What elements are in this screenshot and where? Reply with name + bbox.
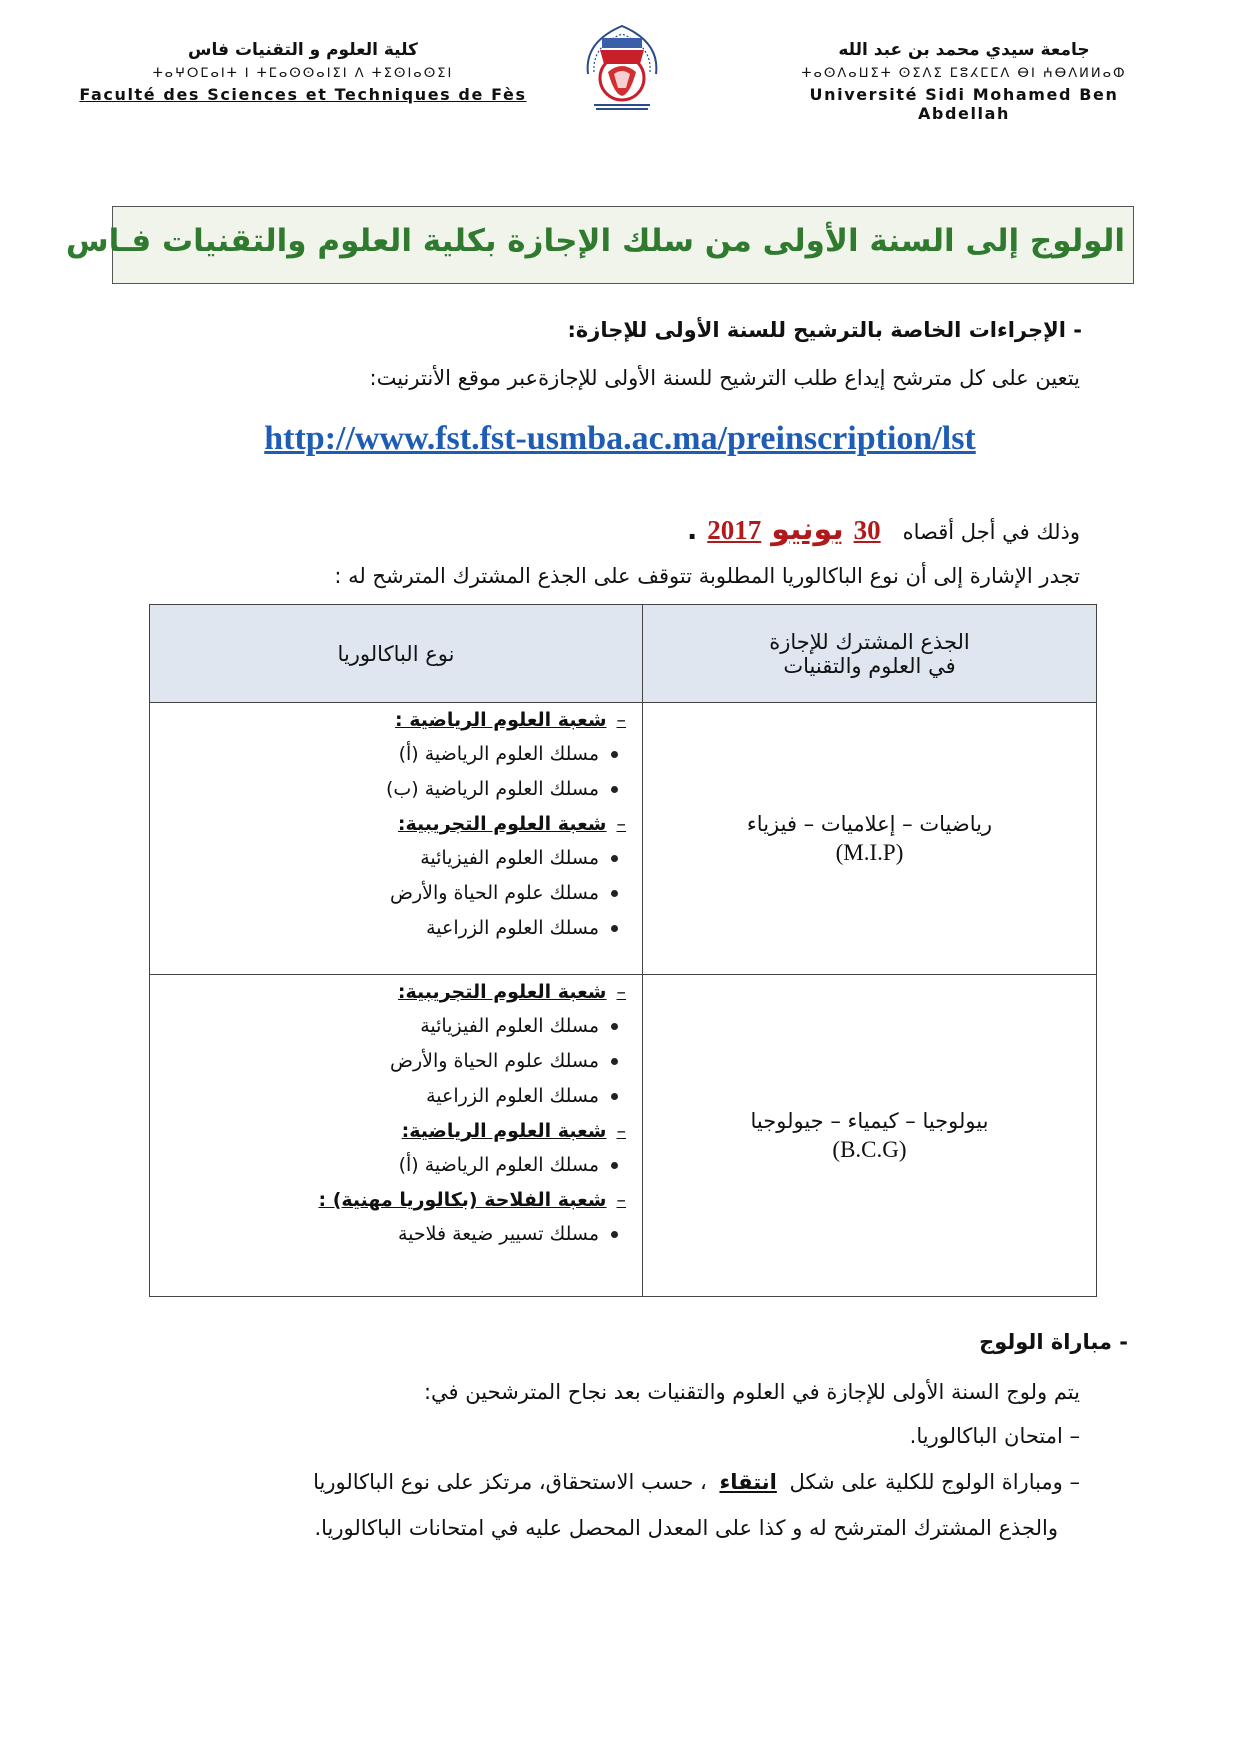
university-name-french: Université Sidi Mohamed Ben Abdellah [809,85,1119,123]
tronc-code: (M.I.P) [835,839,904,865]
bullet-icon [611,1058,618,1065]
bullet-icon [611,1093,618,1100]
exam-bullet2 [313,1470,1080,1494]
page-title: الولوج إلى السنة الأولى من سلك الإجازة بكلية العلوم والتقنيات فـاس [65,223,1125,259]
table-row [150,975,1097,1297]
faculty-header [64,40,542,104]
bac-cell [150,703,643,975]
bullet-icon [611,890,618,897]
bullet-icon [611,855,618,862]
header-tronc-line1: الجذع المشترك للإجازة [769,629,970,654]
bullet-icon [611,1231,618,1238]
faculty-name-french: Faculté des Sciences et Techniques de Fès [79,85,527,104]
tronc-label: بيولوجيا – كيمياء – جيولوجيا [750,1108,989,1133]
section-title: – شعبة العلوم التجريبية: [397,813,626,835]
list-item: مسلك العلوم الفيزيائية [168,1015,626,1037]
university-header [784,40,1144,123]
section-title: – شعبة العلوم التجريبية: [397,981,626,1003]
bullet-icon [611,786,618,793]
preinscription-link[interactable]: http://www.fst.fst-usmba.ac.ma/preinscription/lst [264,420,976,457]
deadline-year: 2017 [707,515,762,545]
bullet-icon [611,925,618,932]
bac-table [149,604,1097,1297]
faculty-name-arabic: كلية العلوم و التقنيات فاس [188,40,418,60]
table-row [150,703,1097,975]
bac-cell [150,975,643,1297]
header-bac: نوع الباكالوريا [150,605,643,703]
university-name-tifinagh: ⵜⴰⵙⴷⴰⵡⵉⵜ ⵙⵉⴷⵉ ⵎⵓⵃⵎⵎⴷ ⴱⵏ ⵄⴱⴷⵍⵍⴰⵀ [801,66,1127,81]
tronc-cell [643,703,1097,975]
faculty-name-tifinagh: ⵜⴰⵖⵔⵎⴰⵏⵜ ⵏ ⵜⵎⴰⵙⵙⴰⵏⵉⵏ ⴷ ⵜⵉⵙⵏⴰⵙⵉⵏ [152,66,454,81]
procedures-line: يتعين على كل مترشح إيداع طلب الترشيح للسنة الأولى للإجازةعبر موقع الأنترنيت: [369,366,1080,390]
list-item: مسلك العلوم الزراعية [168,917,626,939]
list-item: مسلك علوم الحياة والأرض [168,882,626,904]
deadline-prefix: وذلك في أجل أقصاه [902,520,1080,544]
exam-bullet2-start: – ومباراة الولوج للكلية على شكل [789,1470,1080,1494]
deadline-month: يونيو [771,512,844,547]
bullet-icon [611,751,618,758]
list-item: مسلك العلوم الرياضية (أ) [168,743,626,765]
list-item: مسلك علوم الحياة والأرض [168,1050,626,1072]
list-item: مسلك العلوم الفيزيائية [168,847,626,869]
procedures-heading: - الإجراءات الخاصة بالترشيح للسنة الأولى للإجازة: [567,318,1082,342]
title-box [65,206,1134,284]
tronc-cell [643,975,1097,1297]
university-logo [574,12,670,122]
deadline-suffix: . [686,515,698,546]
university-name-arabic: جامعة سيدي محمد بن عبد الله [838,40,1090,60]
bullet-icon [611,1162,618,1169]
bac-note: تجدر الإشارة إلى أن نوع الباكالوريا المطلوبة تتوقف على الجذع المشترك المترشح له : [334,564,1080,588]
section-title: – شعبة العلوم الرياضية : [395,709,626,731]
section-title: – شعبة الفلاحة (بكالوريا مهنية) : [318,1189,626,1211]
tronc-code: (B.C.G) [832,1136,907,1162]
bullet-icon [611,1023,618,1030]
deadline-line [687,512,1080,547]
list-item: مسلك العلوم الرياضية (أ) [168,1154,626,1176]
header-tronc-line2: في العلوم والتقنيات [783,653,956,678]
exam-bullet2-continued: والجذع المشترك المترشح له و كذا على المعدل المحصل عليه في امتحانات الباكالوريا. [314,1516,1058,1540]
list-item: مسلك تسيير ضيعة فلاحية [168,1223,626,1245]
exam-line1: يتم ولوج السنة الأولى للإجازة في العلوم والتقنيات بعد نجاح المترشحين في: [423,1380,1080,1404]
selection-keyword: انتقاء [719,1470,777,1494]
logo-emblem-icon [574,12,670,122]
section-title: – شعبة العلوم الرياضية: [401,1120,626,1142]
exam-heading: - مباراة الولوج [979,1330,1128,1354]
tronc-label: رياضيات – إعلاميات – فيزياء [746,811,993,836]
header-tronc [643,605,1097,703]
deadline-day: 30 [853,515,881,545]
exam-bullet1: – امتحان الباكالوريا. [909,1424,1080,1448]
table-header-row [150,605,1097,703]
list-item: مسلك العلوم الزراعية [168,1085,626,1107]
list-item: مسلك العلوم الرياضية (ب) [168,778,626,800]
exam-bullet2-end: ، حسب الاستحقاق، مرتكز على نوع الباكالوريا [313,1470,707,1494]
